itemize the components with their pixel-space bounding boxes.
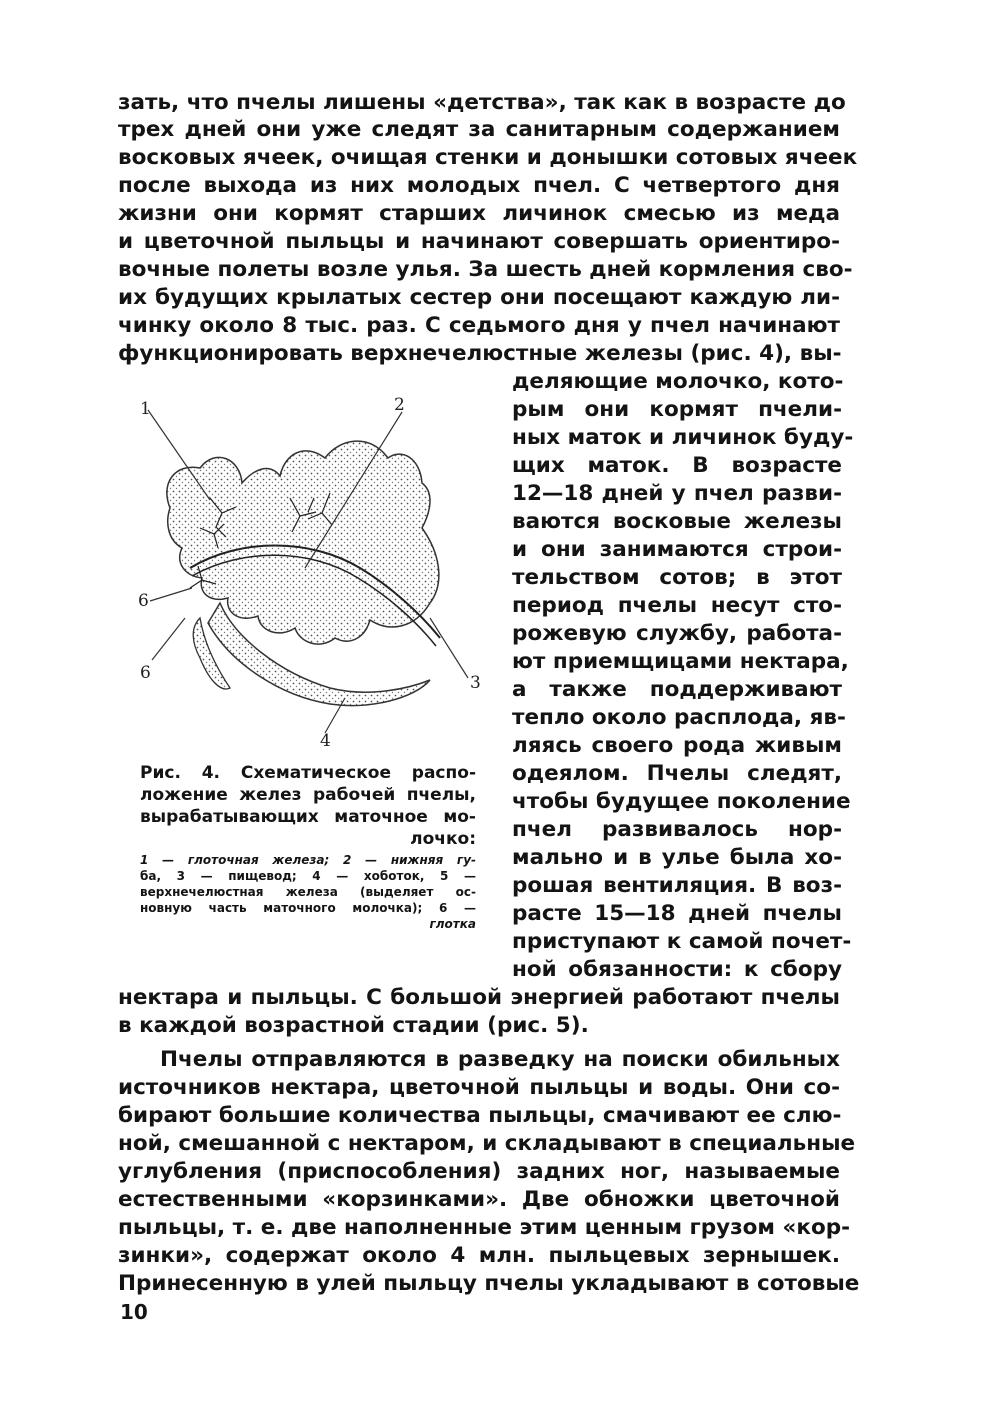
text-line: тельством сотов; в этот bbox=[512, 565, 842, 590]
text-line: бирают большие количества пыльцы, смачивают ее слю- bbox=[118, 1103, 842, 1128]
legend-line: новную часть маточного молочка); 6 — bbox=[140, 901, 476, 915]
text-line: вочные полеты возле улья. За шесть дней кормления сво- bbox=[118, 257, 853, 282]
legend-line: глотка bbox=[429, 917, 476, 931]
text-line: зать, что пчелы лишены «детства», так как в возрасте до bbox=[118, 90, 846, 115]
legend-line: верхнечелюстная железа (выделяет ос- bbox=[140, 885, 476, 899]
text-line: одеялом. Пчелы следят, bbox=[512, 761, 842, 786]
figure-label-2: 2 bbox=[394, 395, 405, 415]
text-line: Пчелы отправляются в разведку на поиски обильных bbox=[160, 1047, 840, 1072]
bee-glands-drawing bbox=[130, 388, 486, 748]
text-line: щих маток. В возрасте bbox=[512, 453, 842, 478]
text-line: естественными «корзинками». Две обножки цветочной bbox=[118, 1187, 840, 1212]
gland-body-shape bbox=[167, 441, 439, 644]
figure-label-3: 3 bbox=[470, 673, 481, 693]
text-line: ной, смешанной с нектаром, и складывают в специальные bbox=[118, 1131, 856, 1156]
text-line: Принесенную в улей пыльцу пчелы укладывают в сотовые bbox=[118, 1271, 860, 1296]
legend-line: ба, 3 — пищевод; 4 — хоботок, 5 — bbox=[140, 869, 476, 883]
text-line: расте 15—18 дней пчелы bbox=[512, 901, 842, 926]
figure-label-6b: 6 bbox=[140, 663, 151, 683]
text-line: пыльцы, т. е. две наполненные этим ценным грузом «кор- bbox=[118, 1215, 851, 1240]
caption-line: лочко: bbox=[410, 829, 476, 849]
caption-line: ложение желез рабочей пчелы, bbox=[140, 785, 476, 805]
text-line: деляющие молочко, кото- bbox=[512, 369, 844, 394]
text-line: и цветочной пыльцы и начинают совершать ориентиро- bbox=[118, 229, 840, 254]
text-line: чтобы будущее поколение bbox=[512, 789, 851, 814]
figure-label-6a: 6 bbox=[138, 591, 149, 611]
text-line: рожевую службу, работа- bbox=[512, 621, 842, 646]
text-line: жизни они кормят старших личинок смесью из меда bbox=[118, 201, 840, 226]
text-line: мально и в улье была хо- bbox=[512, 845, 842, 870]
text-line: а также поддерживают bbox=[512, 677, 842, 702]
text-line: после выхода из них молодых пчел. С четвертого дня bbox=[118, 173, 840, 198]
text-line: источников нектара, цветочной пыльцы и воды. Они со- bbox=[118, 1075, 840, 1100]
figure-label-4: 4 bbox=[320, 731, 331, 748]
text-line: ляясь своего рода живым bbox=[512, 733, 842, 758]
text-line: тепло около расплода, яв- bbox=[512, 705, 846, 730]
figure-label-1: 1 bbox=[140, 399, 151, 419]
text-line: ной обязанности: к сбору bbox=[512, 957, 842, 982]
text-line: их будущих крылатых сестер они посещают каждую ли- bbox=[118, 285, 840, 310]
text-line: в каждой возрастной стадии (рис. 5). bbox=[118, 1013, 589, 1038]
text-line: трех дней они уже следят за санитарным содержанием bbox=[118, 117, 840, 142]
text-line: приступают к самой почет- bbox=[512, 929, 852, 954]
caption-line: Рис. 4. Схематическое распо- bbox=[140, 763, 476, 783]
text-line: период пчелы несут сто- bbox=[512, 593, 842, 618]
text-line: ных маток и личинок буду- bbox=[512, 425, 854, 450]
legend-line: 1 — глоточная железа; 2 — нижняя гу- bbox=[140, 853, 476, 867]
text-line: ют приемщицами нектара, bbox=[512, 649, 849, 674]
text-line: чинку около 8 тыс. раз. С седьмого дня у пчел начинают bbox=[118, 313, 840, 338]
page-number: 10 bbox=[120, 1300, 148, 1324]
text-line: 12—18 дней у пчел разви- bbox=[512, 481, 842, 506]
text-line: восковых ячеек, очищая стенки и донышки сотовых ячеек bbox=[118, 145, 858, 170]
text-line: углубления (приспособления) задних ног, называемые bbox=[118, 1159, 840, 1184]
text-line: рошая вентиляция. В воз- bbox=[512, 873, 842, 898]
text-line: рым они кормят пчели- bbox=[512, 397, 842, 422]
text-line: пчел развивалось нор- bbox=[512, 817, 842, 842]
text-line: функционировать верхнечелюстные железы (рис. 4), вы- bbox=[118, 341, 842, 366]
text-line: нектара и пыльцы. С большой энергией работают пчелы bbox=[118, 985, 840, 1010]
text-line: зинки», содержат около 4 млн. пыльцевых зернышек. bbox=[118, 1243, 840, 1268]
figure-illustration bbox=[130, 388, 486, 748]
text-line: и они занимаются строи- bbox=[512, 537, 842, 562]
caption-line: вырабатывающих маточное мо- bbox=[140, 807, 476, 827]
text-line: ваются восковые железы bbox=[512, 509, 842, 534]
